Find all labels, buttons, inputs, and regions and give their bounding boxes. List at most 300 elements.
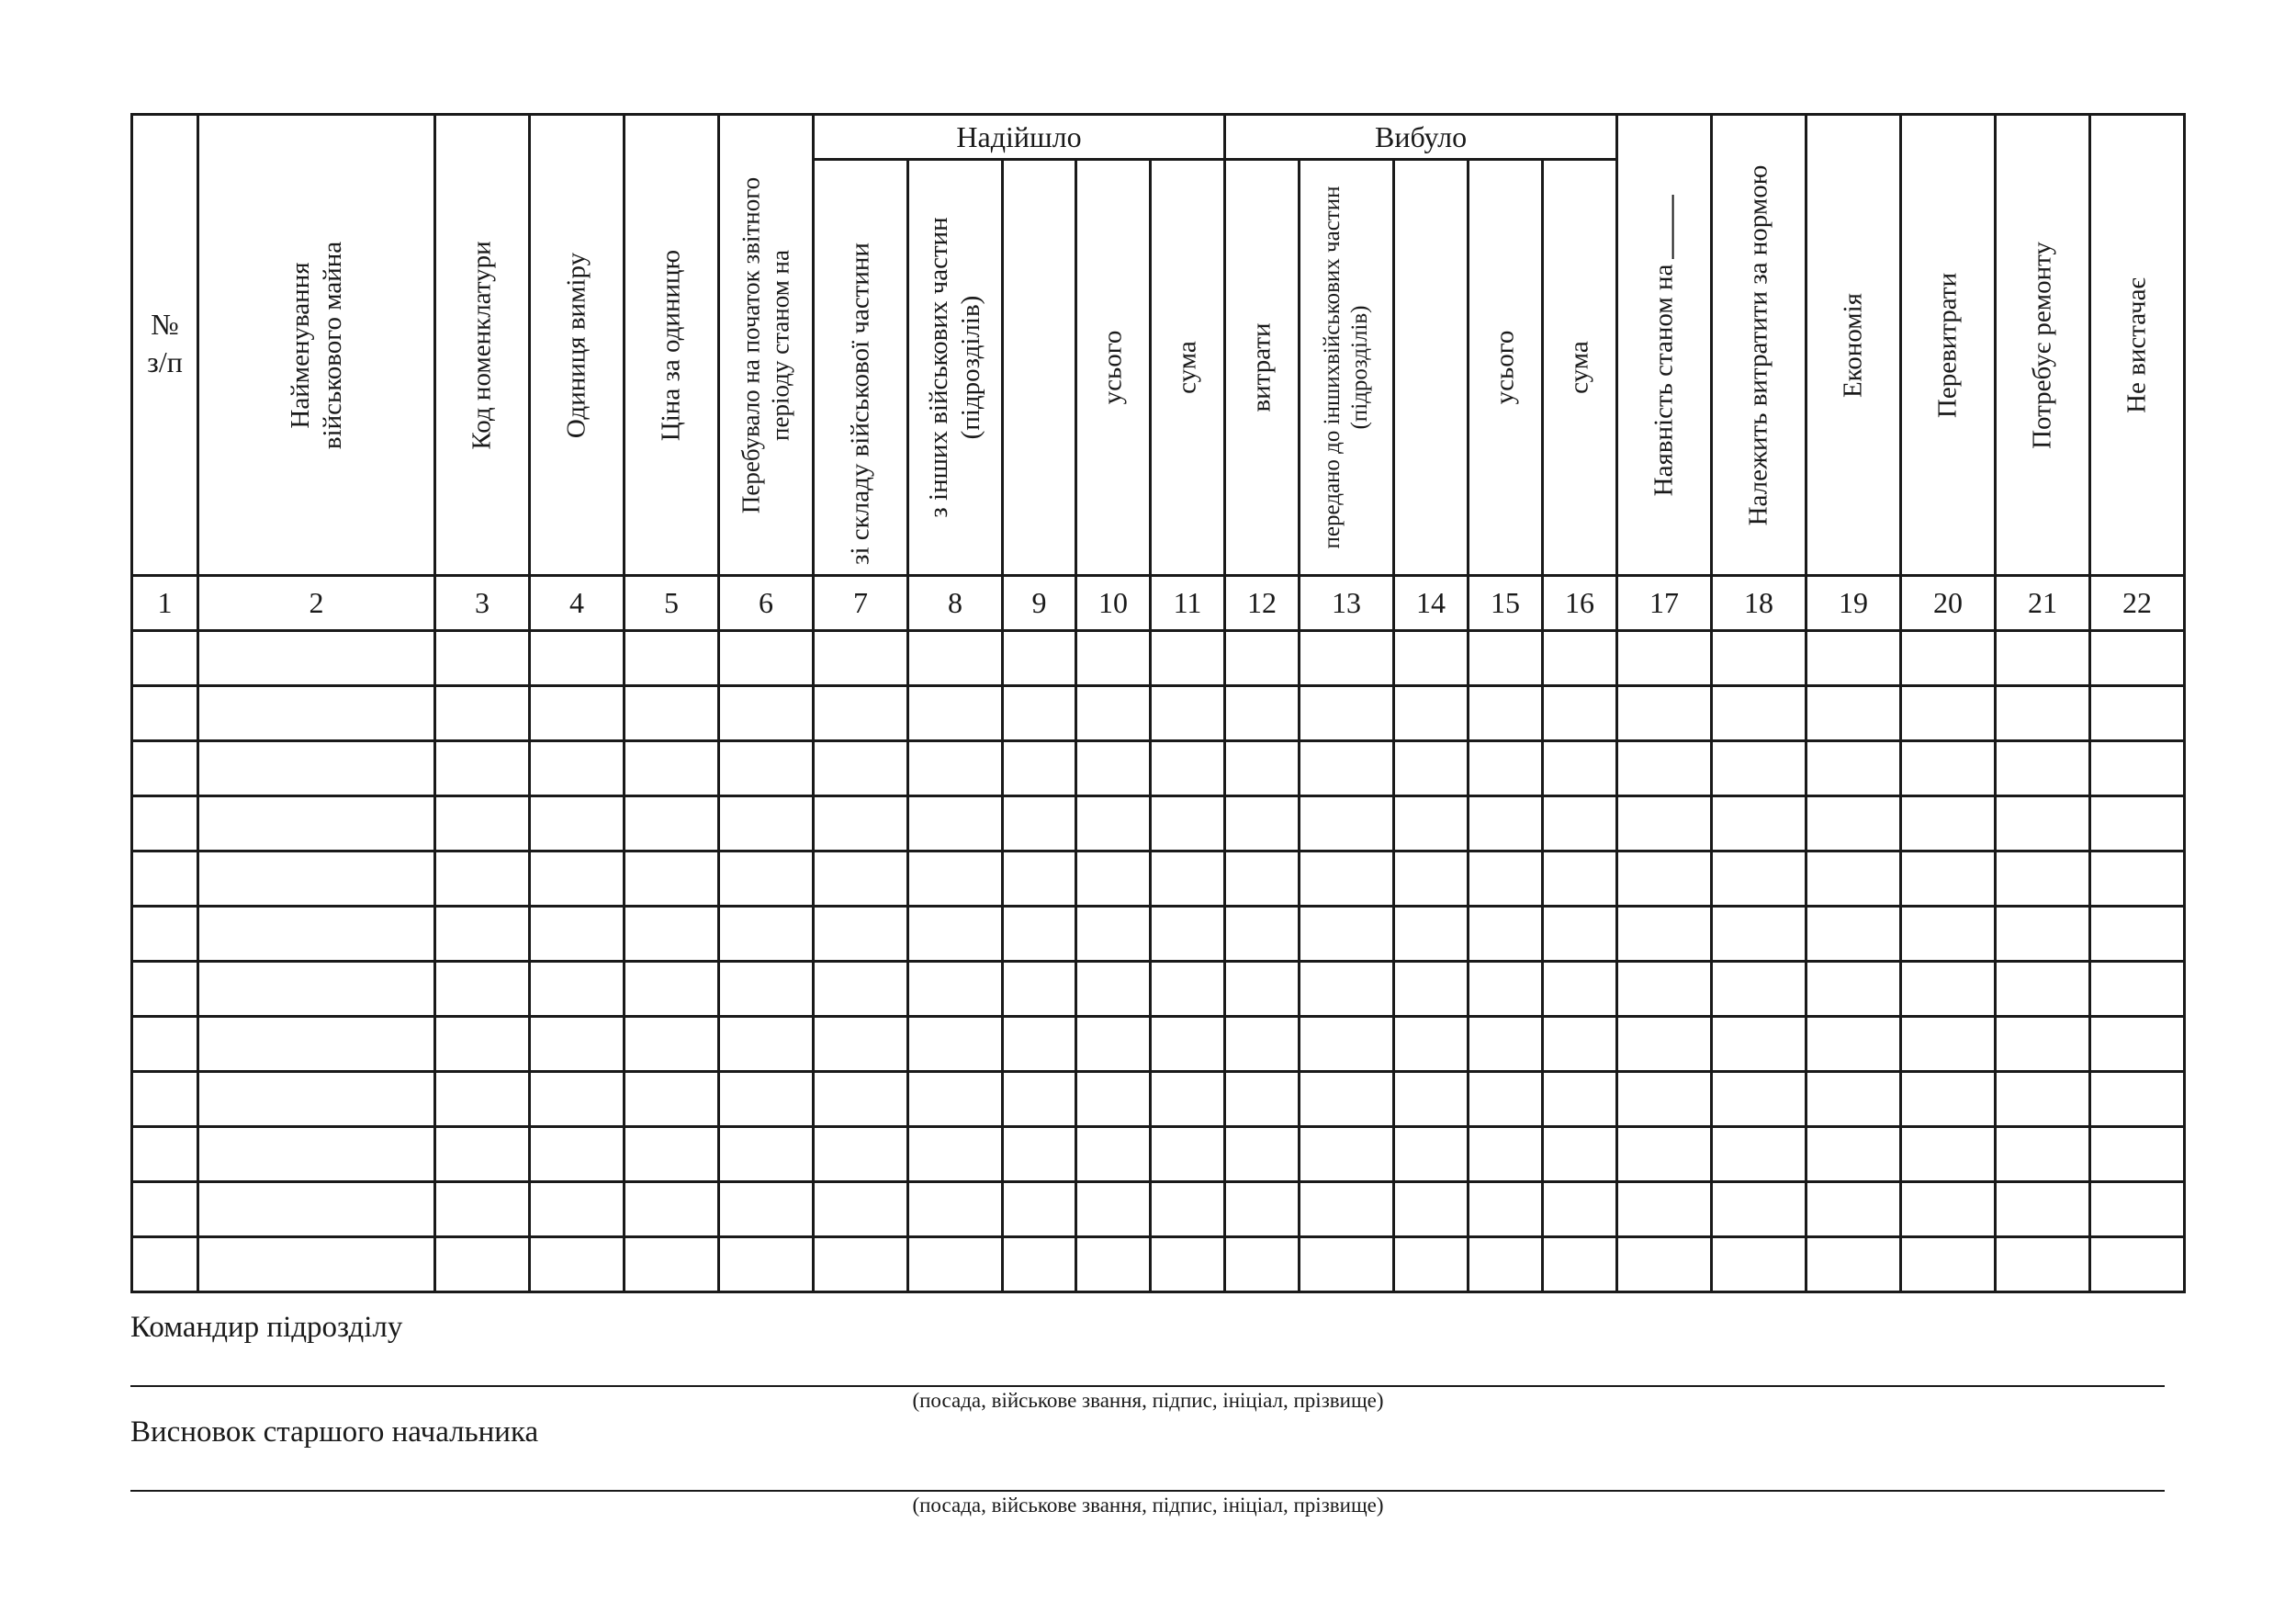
table-cell[interactable] — [198, 1237, 435, 1292]
header-savings: Економія — [1806, 115, 1901, 576]
table-cell[interactable] — [625, 796, 719, 851]
table-cell[interactable] — [625, 686, 719, 741]
table-cell[interactable] — [1617, 631, 1712, 686]
table-cell[interactable] — [1151, 631, 1225, 686]
table-cell[interactable] — [814, 907, 908, 962]
table-cell[interactable] — [1225, 1127, 1300, 1182]
table-cell[interactable] — [1901, 796, 1996, 851]
table-cell[interactable] — [1712, 796, 1806, 851]
table-cell[interactable] — [625, 1017, 719, 1072]
table-cell[interactable] — [1806, 1017, 1901, 1072]
table-cell[interactable] — [625, 962, 719, 1017]
table-cell[interactable] — [1225, 1237, 1300, 1292]
table-cell[interactable] — [1617, 1237, 1712, 1292]
table-cell[interactable] — [198, 1182, 435, 1237]
table-cell[interactable] — [2090, 1237, 2185, 1292]
table-cell[interactable] — [1806, 796, 1901, 851]
table-cell[interactable] — [132, 1182, 198, 1237]
table-cell[interactable] — [1225, 907, 1300, 962]
table-cell[interactable] — [1712, 962, 1806, 1017]
header-shortage: Не вистачає — [2090, 115, 2185, 576]
table-cell[interactable] — [198, 962, 435, 1017]
column-number: 20 — [1901, 576, 1996, 631]
table-cell[interactable] — [530, 631, 625, 686]
table-cell[interactable] — [908, 907, 1003, 962]
table-cell[interactable] — [1901, 1182, 1996, 1237]
table-cell[interactable] — [1996, 851, 2090, 907]
commander-signature-line[interactable] — [130, 1385, 2165, 1387]
table-cell[interactable] — [1003, 631, 1076, 686]
table-cell[interactable] — [530, 907, 625, 962]
table-row — [132, 1017, 2185, 1072]
table-cell[interactable] — [1996, 1072, 2090, 1127]
table-cell[interactable] — [1394, 796, 1469, 851]
table-cell[interactable] — [1225, 686, 1300, 741]
table-cell[interactable] — [625, 1127, 719, 1182]
table-cell[interactable] — [198, 1017, 435, 1072]
table-cell[interactable] — [1712, 851, 1806, 907]
table-cell[interactable] — [1806, 962, 1901, 1017]
table-cell[interactable] — [1300, 1127, 1394, 1182]
table-cell[interactable] — [1151, 1237, 1225, 1292]
table-cell[interactable] — [908, 796, 1003, 851]
table-cell[interactable] — [198, 907, 435, 962]
table-cell[interactable] — [1901, 851, 1996, 907]
table-cell[interactable] — [625, 1237, 719, 1292]
table-cell[interactable] — [1996, 796, 2090, 851]
table-cell[interactable] — [132, 741, 198, 796]
table-cell[interactable] — [1712, 741, 1806, 796]
table-cell[interactable] — [719, 907, 814, 962]
table-cell[interactable] — [132, 962, 198, 1017]
table-cell[interactable] — [1076, 741, 1151, 796]
table-cell[interactable] — [198, 631, 435, 686]
table-cell[interactable] — [814, 796, 908, 851]
table-cell[interactable] — [1151, 962, 1225, 1017]
table-cell[interactable] — [1003, 1127, 1076, 1182]
table-cell[interactable] — [2090, 741, 2185, 796]
table-cell[interactable] — [1806, 741, 1901, 796]
column-number: 6 — [719, 576, 814, 631]
table-cell[interactable] — [1806, 631, 1901, 686]
table-cell[interactable] — [1300, 796, 1394, 851]
table-cell[interactable] — [1712, 1237, 1806, 1292]
table-cell[interactable] — [132, 1127, 198, 1182]
table-cell[interactable] — [2090, 962, 2185, 1017]
table-row — [132, 962, 2185, 1017]
table-cell[interactable] — [908, 1072, 1003, 1127]
table-cell[interactable] — [1151, 796, 1225, 851]
table-cell[interactable] — [1901, 631, 1996, 686]
table-cell[interactable] — [908, 851, 1003, 907]
table-cell[interactable] — [1394, 1182, 1469, 1237]
table-cell[interactable] — [2090, 686, 2185, 741]
header-issued-blank — [1394, 160, 1469, 576]
table-cell[interactable] — [530, 1182, 625, 1237]
table-cell[interactable] — [1996, 631, 2090, 686]
table-cell[interactable] — [435, 686, 530, 741]
table-cell[interactable] — [2090, 851, 2185, 907]
table-cell[interactable] — [530, 1237, 625, 1292]
table-cell[interactable] — [1225, 741, 1300, 796]
table-cell[interactable] — [1394, 1072, 1469, 1127]
table-cell[interactable] — [625, 1182, 719, 1237]
table-cell[interactable] — [1617, 1182, 1712, 1237]
table-cell[interactable] — [1003, 1237, 1076, 1292]
table-cell[interactable] — [1617, 907, 1712, 962]
table-cell[interactable] — [1543, 851, 1617, 907]
table-cell[interactable] — [1469, 962, 1543, 1017]
table-cell[interactable] — [132, 1017, 198, 1072]
table-cell[interactable] — [1901, 907, 1996, 962]
table-cell[interactable] — [1806, 1127, 1901, 1182]
table-cell[interactable] — [908, 1182, 1003, 1237]
table-cell[interactable] — [1543, 1182, 1617, 1237]
table-cell[interactable] — [1996, 907, 2090, 962]
table-cell[interactable] — [198, 1127, 435, 1182]
table-cell[interactable] — [1543, 962, 1617, 1017]
table-cell[interactable] — [1543, 741, 1617, 796]
table-cell[interactable] — [1151, 1017, 1225, 1072]
table-cell[interactable] — [2090, 1072, 2185, 1127]
table-cell[interactable] — [1300, 1182, 1394, 1237]
table-cell[interactable] — [719, 631, 814, 686]
table-cell[interactable] — [1225, 796, 1300, 851]
table-cell[interactable] — [435, 1127, 530, 1182]
table-cell[interactable] — [530, 796, 625, 851]
table-cell[interactable] — [1996, 741, 2090, 796]
table-cell[interactable] — [1996, 962, 2090, 1017]
table-cell[interactable] — [1003, 851, 1076, 907]
table-cell[interactable] — [132, 1072, 198, 1127]
column-number: 12 — [1225, 576, 1300, 631]
column-number: 15 — [1469, 576, 1543, 631]
header-from-other-units: з інших військових частин (підрозділів) — [908, 160, 1003, 576]
table-cell[interactable] — [1300, 631, 1394, 686]
table-cell[interactable] — [1225, 1182, 1300, 1237]
table-cell[interactable] — [719, 1127, 814, 1182]
table-cell[interactable] — [814, 1127, 908, 1182]
table-cell[interactable] — [1076, 851, 1151, 907]
header-nomenclature-code: Код номенклатури — [435, 115, 530, 576]
table-cell[interactable] — [198, 796, 435, 851]
table-cell[interactable] — [1469, 631, 1543, 686]
table-cell[interactable] — [1901, 1072, 1996, 1127]
table-cell[interactable] — [719, 796, 814, 851]
table-cell[interactable] — [1901, 962, 1996, 1017]
table-cell[interactable] — [1076, 1127, 1151, 1182]
conclusion-signature-caption: (посада, військове звання, підпис, ініціал, прізвище) — [912, 1494, 1384, 1517]
table-cell[interactable] — [1300, 962, 1394, 1017]
table-cell[interactable] — [1225, 962, 1300, 1017]
table-cell[interactable] — [908, 962, 1003, 1017]
table-cell[interactable] — [132, 686, 198, 741]
table-cell[interactable] — [132, 796, 198, 851]
table-cell[interactable] — [1996, 1017, 2090, 1072]
table-cell[interactable] — [1076, 686, 1151, 741]
table-cell[interactable] — [435, 1182, 530, 1237]
table-cell[interactable] — [908, 1127, 1003, 1182]
table-cell[interactable] — [1151, 741, 1225, 796]
table-cell[interactable] — [719, 1072, 814, 1127]
table-cell[interactable] — [1300, 1237, 1394, 1292]
table-cell[interactable] — [1617, 1072, 1712, 1127]
table-cell[interactable] — [814, 1017, 908, 1072]
table-cell[interactable] — [1394, 1017, 1469, 1072]
table-cell[interactable] — [814, 686, 908, 741]
table-cell[interactable] — [1300, 851, 1394, 907]
table-cell[interactable] — [625, 1072, 719, 1127]
table-cell[interactable] — [530, 1017, 625, 1072]
table-cell[interactable] — [908, 1017, 1003, 1072]
table-cell[interactable] — [1225, 1072, 1300, 1127]
table-cell[interactable] — [1712, 1182, 1806, 1237]
table-cell[interactable] — [908, 631, 1003, 686]
table-cell[interactable] — [1469, 851, 1543, 907]
table-cell[interactable] — [1806, 1072, 1901, 1127]
table-cell[interactable] — [1617, 962, 1712, 1017]
table-cell[interactable] — [814, 1072, 908, 1127]
table-cell[interactable] — [814, 851, 908, 907]
table-cell[interactable] — [1543, 1072, 1617, 1127]
table-row — [132, 796, 2185, 851]
column-number: 8 — [908, 576, 1003, 631]
header-received-sum: сума — [1151, 160, 1225, 576]
column-number: 5 — [625, 576, 719, 631]
table-cell[interactable] — [1712, 1017, 1806, 1072]
table-cell[interactable] — [814, 1182, 908, 1237]
table-cell[interactable] — [1003, 796, 1076, 851]
table-cell[interactable] — [435, 796, 530, 851]
table-cell[interactable] — [1151, 1182, 1225, 1237]
table-cell[interactable] — [1806, 1237, 1901, 1292]
table-cell[interactable] — [198, 686, 435, 741]
table-cell[interactable] — [1003, 686, 1076, 741]
header-issued-sum: сума — [1543, 160, 1617, 576]
header-overspending: Перевитрати — [1901, 115, 1996, 576]
table-cell[interactable] — [814, 631, 908, 686]
table-cell[interactable] — [814, 741, 908, 796]
table-cell[interactable] — [719, 686, 814, 741]
table-cell[interactable] — [625, 851, 719, 907]
table-row — [132, 741, 2185, 796]
table-cell[interactable] — [1996, 1127, 2090, 1182]
table-cell[interactable] — [198, 741, 435, 796]
table-cell[interactable] — [1901, 1017, 1996, 1072]
table-cell[interactable] — [1996, 1237, 2090, 1292]
table-cell[interactable] — [1469, 796, 1543, 851]
table-cell[interactable] — [2090, 907, 2185, 962]
table-cell[interactable] — [1543, 1127, 1617, 1182]
table-cell[interactable] — [1901, 741, 1996, 796]
table-cell[interactable] — [719, 851, 814, 907]
table-cell[interactable] — [435, 962, 530, 1017]
table-cell[interactable] — [1996, 1182, 2090, 1237]
table-cell[interactable] — [2090, 796, 2185, 851]
table-cell[interactable] — [814, 962, 908, 1017]
table-cell[interactable] — [1076, 907, 1151, 962]
table-cell[interactable] — [1901, 686, 1996, 741]
table-cell[interactable] — [1225, 1017, 1300, 1072]
header-from-own-depot: зі складу військової частини — [814, 160, 908, 576]
table-cell[interactable] — [625, 741, 719, 796]
table-cell[interactable] — [1617, 1127, 1712, 1182]
table-cell[interactable] — [1003, 962, 1076, 1017]
table-cell[interactable] — [1076, 1072, 1151, 1127]
table-cell[interactable] — [1469, 907, 1543, 962]
table-cell[interactable] — [1543, 686, 1617, 741]
table-cell[interactable] — [1712, 686, 1806, 741]
table-cell[interactable] — [1469, 1127, 1543, 1182]
table-cell[interactable] — [1225, 851, 1300, 907]
table-cell[interactable] — [132, 631, 198, 686]
table-cell[interactable] — [1300, 1072, 1394, 1127]
table-cell[interactable] — [132, 1237, 198, 1292]
table-cell[interactable] — [1617, 741, 1712, 796]
table-cell[interactable] — [908, 686, 1003, 741]
table-cell[interactable] — [814, 1237, 908, 1292]
header-transferred-to-other-units: передано до іншихвійськових частин (підрозділів) — [1300, 160, 1394, 576]
table-cell[interactable] — [132, 907, 198, 962]
table-cell[interactable] — [435, 1072, 530, 1127]
table-cell[interactable] — [1806, 686, 1901, 741]
header-expenses: витрати — [1225, 160, 1300, 576]
column-number: 2 — [198, 576, 435, 631]
table-cell[interactable] — [719, 1017, 814, 1072]
table-cell[interactable] — [1469, 1237, 1543, 1292]
table-cell[interactable] — [1617, 686, 1712, 741]
table-cell[interactable] — [435, 907, 530, 962]
column-number: 7 — [814, 576, 908, 631]
table-cell[interactable] — [719, 962, 814, 1017]
table-cell[interactable] — [1076, 962, 1151, 1017]
commander-label: Командир підрозділу — [130, 1311, 403, 1344]
table-cell[interactable] — [1806, 851, 1901, 907]
table-cell[interactable] — [530, 686, 625, 741]
table-cell[interactable] — [1076, 1182, 1151, 1237]
column-number: 11 — [1151, 576, 1225, 631]
table-cell[interactable] — [1394, 851, 1469, 907]
header-balance-as-of: Наявність станом на — [1617, 115, 1712, 576]
table-cell[interactable] — [1469, 1017, 1543, 1072]
header-number-symbol: № — [151, 307, 179, 341]
table-cell[interactable] — [2090, 1017, 2185, 1072]
table-cell[interactable] — [1712, 1072, 1806, 1127]
table-cell[interactable] — [1901, 1237, 1996, 1292]
table-row — [132, 851, 2185, 907]
table-cell[interactable] — [1543, 1237, 1617, 1292]
table-cell[interactable] — [1151, 907, 1225, 962]
table-cell[interactable] — [1394, 741, 1469, 796]
table-cell[interactable] — [1151, 1127, 1225, 1182]
table-cell[interactable] — [1394, 962, 1469, 1017]
table-cell[interactable] — [1806, 1182, 1901, 1237]
table-cell[interactable] — [625, 907, 719, 962]
table-cell[interactable] — [1712, 1127, 1806, 1182]
table-cell[interactable] — [719, 1182, 814, 1237]
table-cell[interactable] — [1469, 741, 1543, 796]
table-cell[interactable] — [198, 851, 435, 907]
table-cell[interactable] — [1543, 631, 1617, 686]
table-cell[interactable] — [908, 1237, 1003, 1292]
table-cell[interactable] — [198, 1072, 435, 1127]
table-cell[interactable] — [1151, 1072, 1225, 1127]
table-cell[interactable] — [2090, 1127, 2185, 1182]
table-cell[interactable] — [2090, 631, 2185, 686]
table-cell[interactable] — [1394, 686, 1469, 741]
table-cell[interactable] — [1712, 631, 1806, 686]
table-cell[interactable] — [530, 741, 625, 796]
table-cell[interactable] — [1543, 907, 1617, 962]
table-cell[interactable] — [1394, 907, 1469, 962]
table-cell[interactable] — [132, 851, 198, 907]
table-cell[interactable] — [435, 631, 530, 686]
table-cell[interactable] — [1617, 851, 1712, 907]
table-cell[interactable] — [1543, 1017, 1617, 1072]
table-cell[interactable] — [1996, 686, 2090, 741]
table-cell[interactable] — [1300, 1017, 1394, 1072]
table-cell[interactable] — [1617, 796, 1712, 851]
header-received-blank — [1003, 160, 1076, 576]
table-cell[interactable] — [530, 1072, 625, 1127]
table-cell[interactable] — [719, 741, 814, 796]
table-cell[interactable] — [1300, 907, 1394, 962]
table-cell[interactable] — [1003, 1072, 1076, 1127]
table-cell[interactable] — [1300, 686, 1394, 741]
table-cell[interactable] — [719, 1237, 814, 1292]
table-cell[interactable] — [435, 1017, 530, 1072]
table-cell[interactable] — [1469, 1072, 1543, 1127]
table-cell[interactable] — [1076, 1237, 1151, 1292]
table-cell[interactable] — [1300, 741, 1394, 796]
table-cell[interactable] — [1469, 686, 1543, 741]
table-cell[interactable] — [1806, 907, 1901, 962]
conclusion-signature-line[interactable] — [130, 1490, 2165, 1492]
table-cell[interactable] — [1469, 1182, 1543, 1237]
table-cell[interactable] — [1003, 1182, 1076, 1237]
table-cell[interactable] — [1003, 1017, 1076, 1072]
column-number: 3 — [435, 576, 530, 631]
table-cell[interactable] — [435, 1237, 530, 1292]
table-cell[interactable] — [530, 962, 625, 1017]
table-cell[interactable] — [435, 741, 530, 796]
column-number: 17 — [1617, 576, 1712, 631]
table-cell[interactable] — [530, 1127, 625, 1182]
table-cell[interactable] — [1617, 1017, 1712, 1072]
table-cell[interactable] — [1151, 851, 1225, 907]
table-cell[interactable] — [625, 631, 719, 686]
table-cell[interactable] — [1225, 631, 1300, 686]
table-cell[interactable] — [1076, 1017, 1151, 1072]
table-cell[interactable] — [530, 851, 625, 907]
table-cell[interactable] — [1003, 741, 1076, 796]
table-cell[interactable] — [1076, 796, 1151, 851]
column-number: 21 — [1996, 576, 2090, 631]
table-cell[interactable] — [908, 741, 1003, 796]
table-cell[interactable] — [1076, 631, 1151, 686]
table-cell[interactable] — [1901, 1127, 1996, 1182]
table-cell[interactable] — [1394, 631, 1469, 686]
table-cell[interactable] — [1712, 907, 1806, 962]
table-cell[interactable] — [1394, 1237, 1469, 1292]
table-cell[interactable] — [435, 851, 530, 907]
table-cell[interactable] — [1394, 1127, 1469, 1182]
table-row — [132, 907, 2185, 962]
table-cell[interactable] — [1543, 796, 1617, 851]
table-cell[interactable] — [2090, 1182, 2185, 1237]
table-cell[interactable] — [1151, 686, 1225, 741]
table-cell[interactable] — [1003, 907, 1076, 962]
